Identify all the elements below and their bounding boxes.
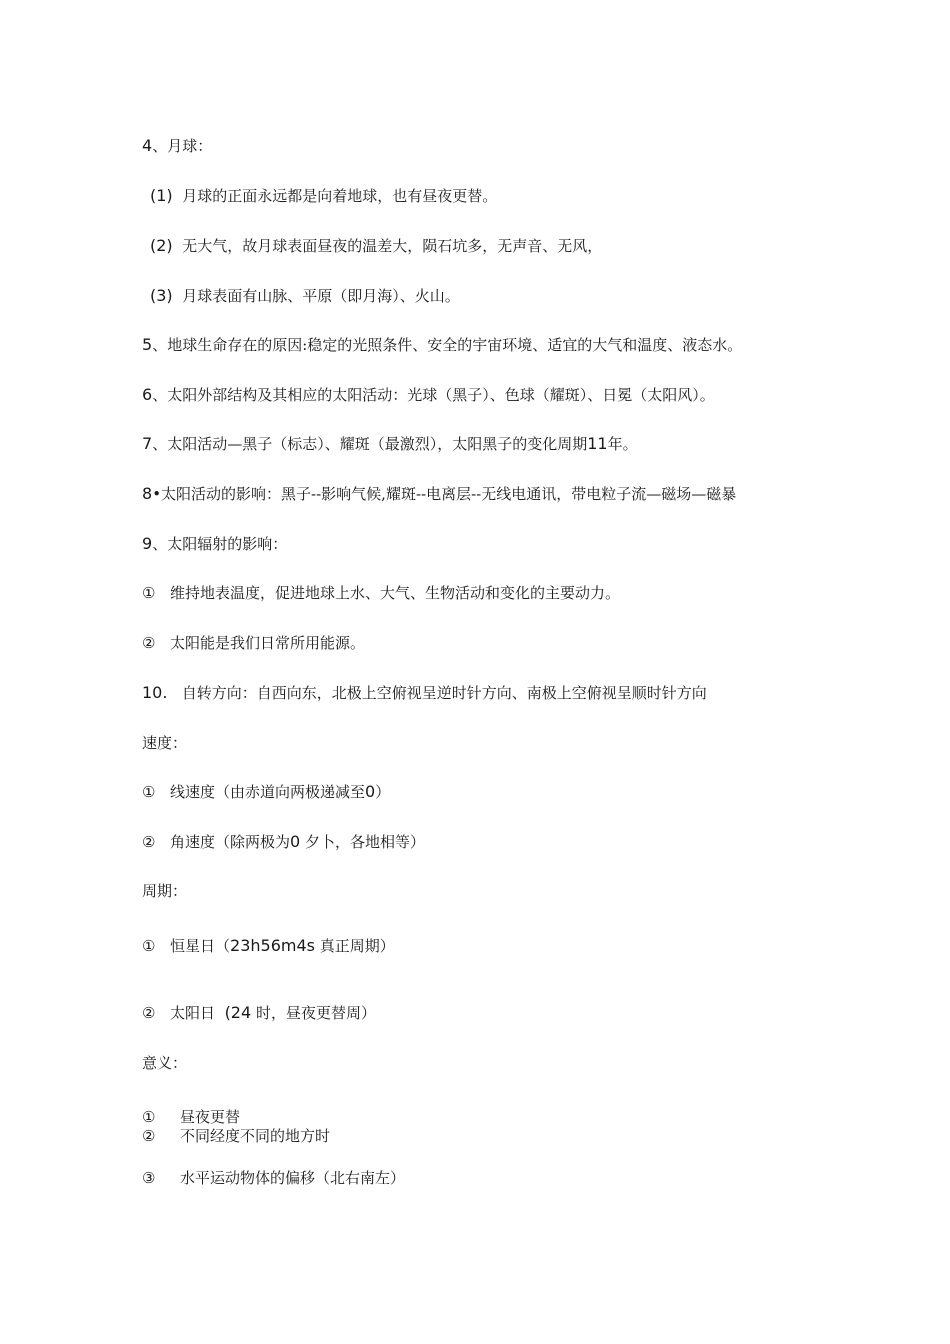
speed-heading: 速度： bbox=[142, 734, 188, 752]
speed-point-2: ② 角速度（除两极为0 夕卜，各地相等） bbox=[142, 832, 425, 851]
item-4-moon-heading: 4、月球： bbox=[142, 136, 213, 155]
period-heading: 周期： bbox=[142, 882, 188, 900]
radiation-point-1: ① 维持地表温度，促进地球上水、大气、生物活动和变化的主要动力。 bbox=[142, 584, 621, 602]
period-point-1: ① 恒星日（23h56m4s 真正周期） bbox=[142, 936, 395, 955]
item-5-life-conditions: 5、地球生命存在的原因:稳定的光照条件、安全的宇宙环境、适宜的大气和温度、液态水。 bbox=[142, 335, 743, 354]
moon-point-1: (1) 月球的正面永远都是向着地球，也有昼夜更替。 bbox=[150, 186, 498, 205]
significance-point-3: ③ 水平运动物体的偏移（北右南左） bbox=[142, 1169, 406, 1187]
item-7-solar-activity: 7、太阳活动—黑子（标志）、耀斑（最激烈），太阳黑子的变化周期11年。 bbox=[142, 434, 638, 453]
item-9-radiation-heading: 9、太阳辐射的影响： bbox=[142, 534, 288, 553]
item-10-rotation-direction: 10. 自转方向：自西向东，北极上空俯视呈逆时针方向、南极上空俯视呈顺时针方向 bbox=[142, 683, 707, 702]
item-8-activity-effects: 8•太阳活动的影响：黑子--影响气候,耀斑--电离层--无线电通讯，带电粒子流—磁场—磁暴 bbox=[142, 484, 737, 503]
speed-point-1: ① 线速度（由赤道向两极递减至0） bbox=[142, 782, 391, 801]
significance-point-1: ① 昼夜更替 bbox=[142, 1108, 241, 1126]
significance-point-2: ② 不同经度不同的地方时 bbox=[142, 1127, 331, 1145]
moon-point-2: (2) 无大气，故月球表面昼夜的温差大，陨石坑多，无声音、无风， bbox=[150, 236, 603, 255]
significance-heading: 意义： bbox=[142, 1054, 188, 1072]
moon-point-3: (3) 月球表面有山脉、平原（即月海）、火山。 bbox=[150, 286, 460, 305]
radiation-point-2: ② 太阳能是我们日常所用能源。 bbox=[142, 634, 366, 652]
period-point-2: ② 太阳日 (24 时，昼夜更替周） bbox=[142, 1003, 376, 1022]
item-6-solar-structure: 6、太阳外部结构及其相应的太阳活动：光球（黑子）、色球（耀斑）、日冕（太阳风）。 bbox=[142, 385, 715, 404]
